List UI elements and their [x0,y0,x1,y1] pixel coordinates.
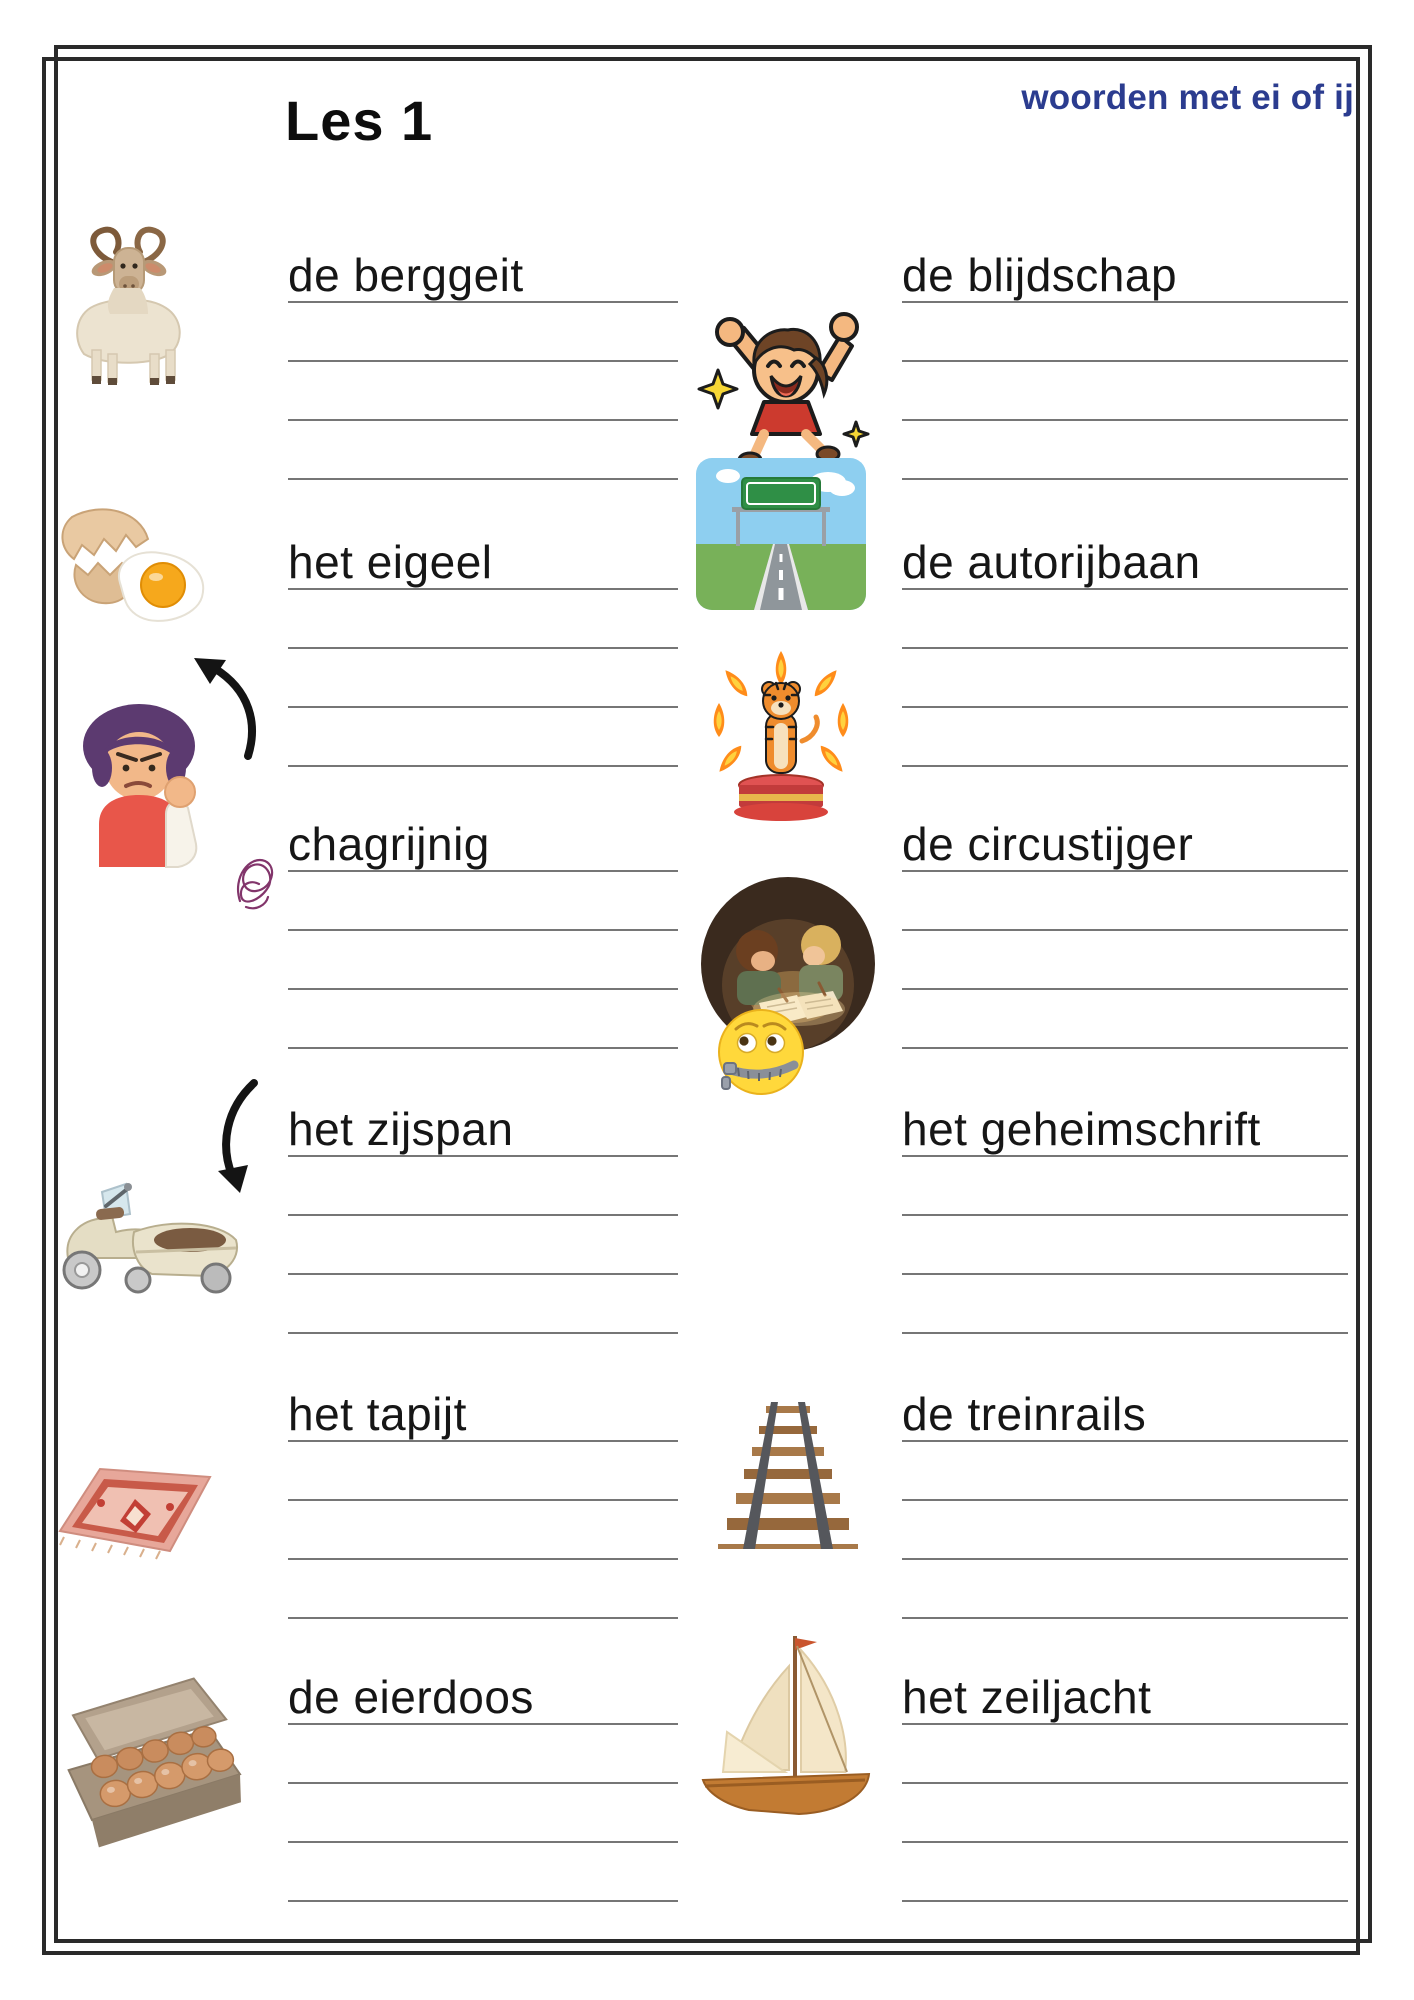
highway-icon [696,458,866,610]
word-label: de circustijger [902,814,1348,872]
grumpy-boy-icon [54,692,229,867]
writing-line [288,303,678,362]
egg-carton-icon [46,1650,246,1870]
writing-line [288,1725,678,1784]
word-entry [902,532,1348,767]
writing-line [288,362,678,421]
word-entry [288,532,678,767]
word-entry [288,245,678,480]
writing-line [902,1157,1348,1216]
confusion-scribble-icon [232,849,278,915]
word-entry [902,814,1348,1049]
word-label: het geheimschrift [902,1099,1348,1157]
writing-line [288,590,678,649]
writing-line [902,708,1348,767]
word-label: de berggeit [288,245,678,303]
writing-line [902,1560,1348,1619]
word-label: de eierdoos [288,1667,678,1725]
word-entry [902,1384,1348,1619]
circus-tiger-icon [690,655,873,830]
writing-line [902,362,1348,421]
writing-line [288,421,678,480]
page-title: Les 1 [285,89,434,152]
writing-line [288,872,678,931]
word-label: het eigeel [288,532,678,590]
word-entry [288,1099,678,1334]
word-label: de treinrails [902,1384,1348,1442]
word-entry [902,245,1348,480]
writing-line [902,990,1348,1049]
cracked-egg-icon [50,505,212,657]
writing-line [902,590,1348,649]
word-entry [902,1099,1348,1334]
writing-line [902,1442,1348,1501]
writing-line [288,1843,678,1902]
carpet-icon [46,1455,220,1563]
writing-line [288,931,678,990]
writing-line [288,1216,678,1275]
writing-line [902,1843,1348,1902]
word-label: chagrijnig [288,814,678,872]
word-label: de blijdschap [902,245,1348,303]
writing-line [902,1216,1348,1275]
word-label: het zijspan [288,1099,678,1157]
worksheet-topic-label: woorden met ei of ij [1021,78,1354,117]
writing-line [288,1275,678,1334]
writing-line [288,990,678,1049]
writing-line [288,1560,678,1619]
writing-line [902,931,1348,990]
writing-line [288,649,678,708]
writing-line [902,421,1348,480]
happy-child-icon [698,310,872,468]
writing-line [902,1275,1348,1334]
word-entry [288,1667,678,1902]
mountain-goat-icon [64,226,206,388]
word-label: de autorijbaan [902,532,1348,590]
train-rails-icon [713,1396,863,1549]
word-entry [288,814,678,1049]
word-entry [288,1384,678,1619]
writing-line [902,649,1348,708]
zipper-mouth-emoji-icon [716,1007,806,1097]
sailboat-icon [687,1630,881,1835]
word-label: het tapijt [288,1384,678,1442]
writing-line [288,1501,678,1560]
writing-line [288,708,678,767]
writing-line [902,303,1348,362]
writing-line [902,1725,1348,1784]
writing-line [902,1501,1348,1560]
writing-line [288,1442,678,1501]
writing-line [288,1157,678,1216]
writing-line [902,1784,1348,1843]
arrow-icon [212,1075,262,1195]
word-label: het zeiljacht [902,1667,1348,1725]
word-entry [902,1667,1348,1902]
writing-line [288,1784,678,1843]
writing-line [902,872,1348,931]
